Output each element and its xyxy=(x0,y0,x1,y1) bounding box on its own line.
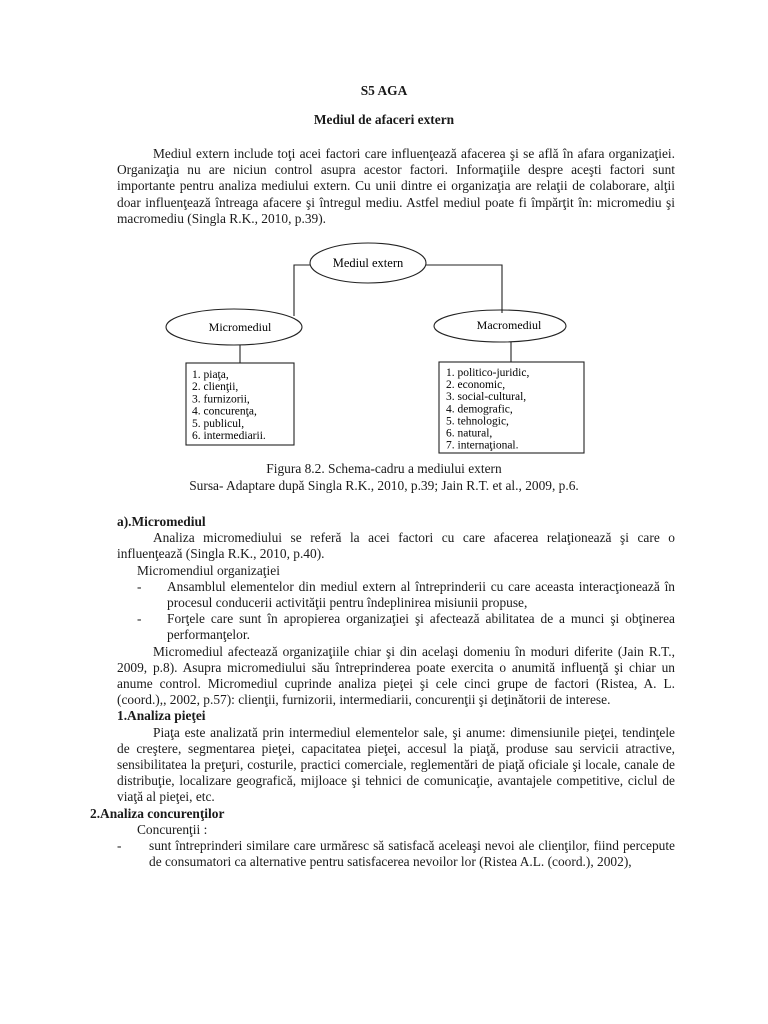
micromediul-section xyxy=(90,514,675,870)
dash-marker: - xyxy=(137,578,142,594)
dash-marker: - xyxy=(137,611,142,627)
micromediul-item: 3. furnizorii, xyxy=(192,393,250,406)
document-subtitle: Mediul de afaceri extern xyxy=(313,112,455,127)
market-heading: 1.Analiza pieţei xyxy=(117,708,206,724)
micromediul-item: 6. intermediarii. xyxy=(192,430,266,442)
macromediul-oval xyxy=(434,310,566,342)
document-title: S5 AGA xyxy=(360,83,408,98)
market-paragraph: Piaţa este analizată prin intermediul elementelor sale, şi anume: dimensiunile pieţei, tendinţele de creştere, segmentarea pieţei, capacitatea pieţei, accesul la piaţă, produse sau servicii atractive, sensibilitatea la preţuri, costurile, practici comerciale, reglementări de piaţă oficiale şi locale, canale de distribuţie, localizare geografică, mijloace şi tehnici de comunicaţie, avantajele competitive, ciclul de viaţă al pieţei, etc. xyxy=(117,724,675,805)
root-oval xyxy=(310,243,426,283)
competitors-bullet xyxy=(117,838,675,870)
connector-right xyxy=(426,265,502,313)
micromediul-item: 1. piaţa, xyxy=(192,369,229,381)
micromediul-item: 5. publicul, xyxy=(192,417,245,430)
figure-caption: Figura 8.2. Schema-cadru a mediului extern xyxy=(266,461,502,476)
connector-left xyxy=(294,265,310,316)
macromediul-box xyxy=(439,362,584,453)
micromediul-paragraph-3: Micromediul afectează organizaţiile chiar şi din acelaşi domeniu în moduri diferite (Jain R.T., 2009, p.8). Asupra micromediului său întreprinderea poate exercita o anumită influenţă şi chiar un anume control. Micromediul cuprinde analiza pieţei şi cele cinci grupe de factori (Ristea, A. L. (coord.),, 2002, p.57): clienţii, furnizorii, intermediarii, concurenţii şi deţinătorii de interese. xyxy=(117,643,675,708)
micromediul-items xyxy=(192,369,266,442)
macromediul-item: 4. demografic, xyxy=(446,403,513,416)
micromediul-label: Micromediul xyxy=(208,320,272,334)
macromediul-item: 6. natural, xyxy=(446,427,493,440)
macromediul-item: 2. economic, xyxy=(446,379,506,392)
micromediul-box xyxy=(186,363,294,445)
micromediul-bullet-2 xyxy=(117,611,675,643)
bullet-text: Forţele care sunt în apropierea organizaţiei şi afectează abilitatea de a munci şi obţinerea performanţelor. xyxy=(167,611,675,643)
micromediul-heading: a).Micromediul xyxy=(117,514,206,529)
external-environment-diagram xyxy=(0,0,768,470)
macromediul-label: Macromediul xyxy=(476,318,542,332)
dash-marker: - xyxy=(117,838,122,854)
macromediul-item: 1. politico-juridic, xyxy=(446,367,530,379)
figure-source: Sursa- Adaptare după Singla R.K., 2010, p.39; Jain R.T. et al., 2009, p.6. xyxy=(189,478,579,493)
competitors-heading: 2.Analiza concurenţilor xyxy=(90,805,225,821)
intro-paragraph: Mediul extern include toţi acei factori care influenţează afacerea şi se află în afara organizaţiei. Organizaţia nu are niciun control asupra acestor factori. Informaţiile despre aceşti factori sunt importante pentru analiza mediului extern. Cu unii dintre ei organizaţia are relaţii de colaborare, alţii doar influenţează întreaga afacere şi întregul mediu. Astfel mediul poate fi împărţit în: micromediu şi macromediu (Singla R.K., 2010, p.39). xyxy=(117,146,675,226)
bullet-text: Ansamblul elementelor din mediul extern al întreprinderii cu care aceasta interacţionează în procesul conducerii activităţii pentru îndeplinirea misiunii propuse, xyxy=(167,578,675,611)
macromediul-item: 3. social-cultural, xyxy=(446,391,527,404)
macromediul-item: 7. internaţional. xyxy=(446,439,519,452)
micromediul-item: 4. concurenţa, xyxy=(192,405,257,418)
macromediul-item: 5. tehnologic, xyxy=(446,415,509,428)
micromediul-paragraph-2: Micromendiul organizaţiei xyxy=(137,562,280,578)
micromediul-oval xyxy=(166,309,302,345)
competitors-label: Concurenţii : xyxy=(137,821,208,837)
micromediul-paragraph-1: Analiza micromediului se referă la acei factori cu care afacerea relaţionează şi care o influenţează (Singla R.K., 2010, p.40). xyxy=(117,530,675,562)
root-label: Mediul extern xyxy=(332,256,404,270)
micromediul-bullet-1 xyxy=(117,579,675,611)
bullet-text: sunt întreprinderi similare care urmăresc să satisfacă aceleaşi nevoi ale clienţilor, fiind percepute de consumatori ca alternative pentru satisfacerea nevoilor lor (Ristea A.L. (coord.), 2002), xyxy=(149,838,675,870)
micromediul-item: 2. clienţii, xyxy=(192,381,239,394)
macromediul-items xyxy=(446,367,529,452)
